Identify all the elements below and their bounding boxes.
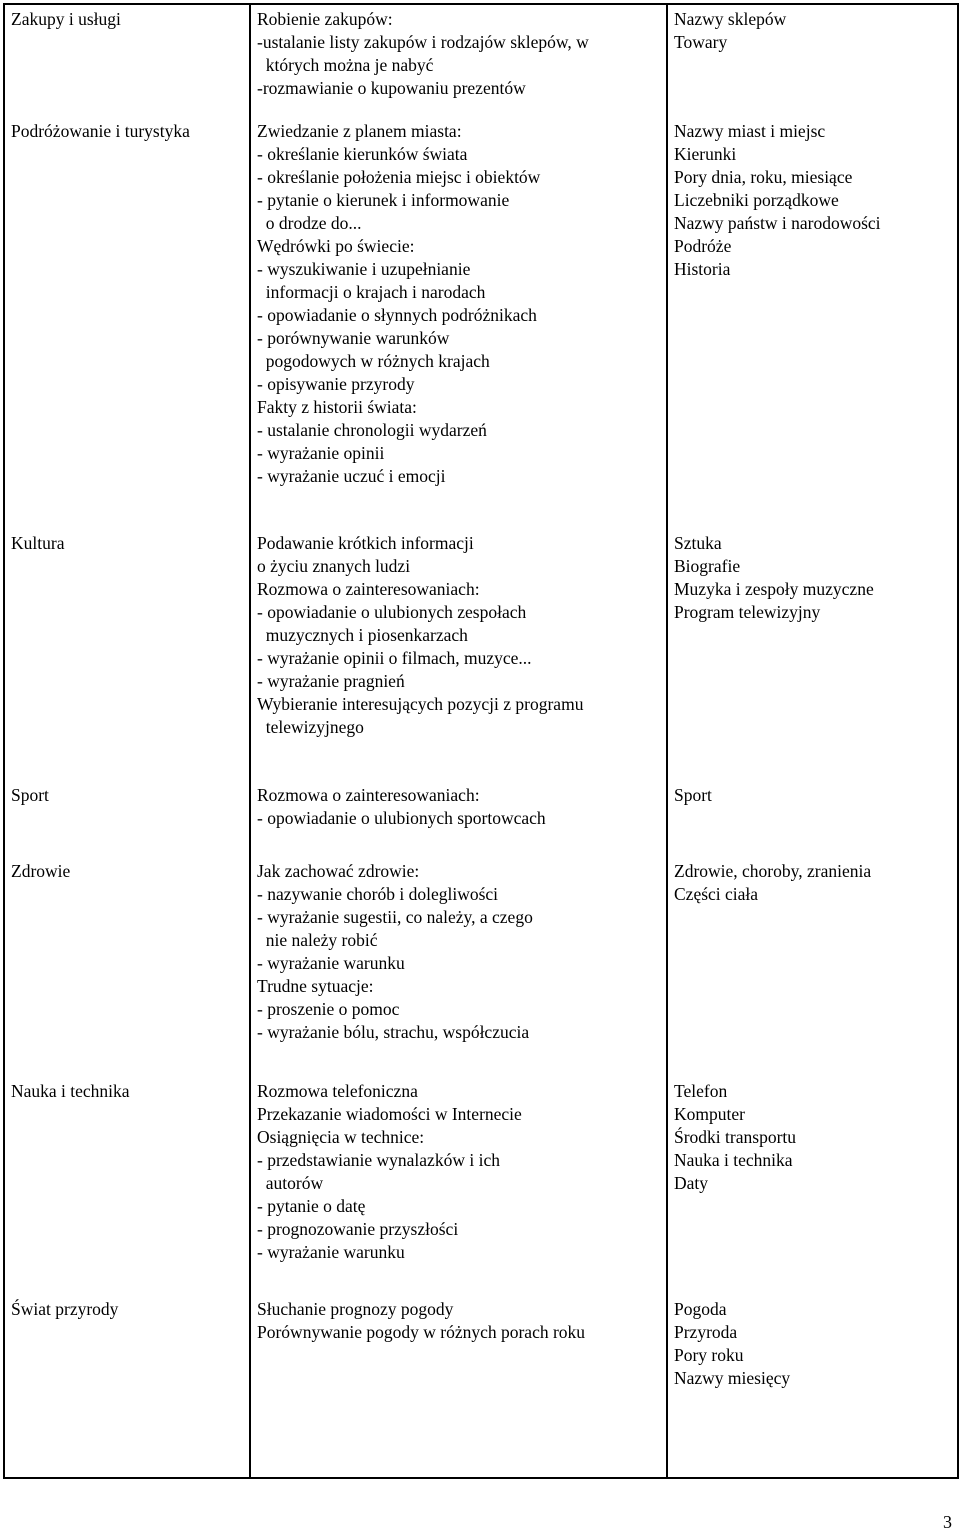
vocabulary-item: Nazwy miesięcy: [674, 1368, 791, 1388]
table-row: [4, 781, 958, 857]
function-line: - prognozowanie przyszłości: [257, 1219, 459, 1239]
topic-cell: [4, 857, 250, 1077]
topic-cell: [4, 529, 250, 781]
function-line: Jak zachować zdrowie:: [257, 861, 420, 881]
vocabulary-item: Nazwy państw i narodowości: [674, 213, 881, 233]
function-line: o drodze do...: [257, 213, 362, 233]
vocabulary-item: Historia: [674, 259, 731, 279]
function-line: Trudne sytuacje:: [257, 976, 374, 996]
topic-label: Świat przyrody: [11, 1299, 119, 1319]
function-line: Robienie zakupów:: [257, 9, 393, 29]
topic-label: Kultura: [11, 533, 65, 553]
function-line: - opisywanie przyrody: [257, 374, 415, 394]
function-line: - opowiadanie o ulubionych sportowcach: [257, 808, 546, 828]
vocabulary-item: Przyroda: [674, 1322, 738, 1342]
vocabulary-item: Liczebniki porządkowe: [674, 190, 839, 210]
topic-cell: [4, 781, 250, 857]
vocabulary-item: Towary: [674, 32, 728, 52]
table-row: [4, 1295, 958, 1478]
vocabulary-item: Kierunki: [674, 144, 737, 164]
function-line: - wyrażanie bólu, strachu, współczucia: [257, 1022, 530, 1042]
function-line: muzycznych i piosenkarzach: [257, 625, 468, 645]
vocabulary-item: Podróże: [674, 236, 732, 256]
vocabulary-item: Zdrowie, choroby, zranienia: [674, 861, 872, 881]
vocabulary-item: Daty: [674, 1173, 709, 1193]
function-line: - przedstawianie wynalazków i ich: [257, 1150, 500, 1170]
function-line: - wyrażanie opinii: [257, 443, 385, 463]
vocabulary-cell: [667, 529, 958, 781]
table-row: [4, 117, 958, 529]
function-line: Rozmowa o zainteresowaniach:: [257, 579, 480, 599]
topic-table: [3, 3, 959, 1479]
function-line: - wyszukiwanie i uzupełnianie: [257, 259, 471, 279]
function-line: pogodowych w różnych krajach: [257, 351, 490, 371]
functions-cell: [250, 1295, 667, 1478]
vocabulary-item: Biografie: [674, 556, 741, 576]
vocabulary-cell: [667, 1295, 958, 1478]
function-line: Podawanie krótkich informacji: [257, 533, 474, 553]
vocabulary-item: Sztuka: [674, 533, 722, 553]
topic-label: Sport: [11, 785, 49, 805]
vocabulary-cell: [667, 1077, 958, 1295]
functions-cell: [250, 1077, 667, 1295]
function-line: - ustalanie chronologii wydarzeń: [257, 420, 487, 440]
vocabulary-item: Pogoda: [674, 1299, 727, 1319]
topic-cell: [4, 4, 250, 117]
function-line: - określanie położenia miejsc i obiektów: [257, 167, 541, 187]
function-line: informacji o krajach i narodach: [257, 282, 486, 302]
function-line: - wyrażanie sugestii, co należy, a czego: [257, 907, 533, 927]
vocabulary-cell: [667, 4, 958, 117]
function-line: Wybieranie interesujących pozycji z programu: [257, 694, 584, 714]
function-line: - pytanie o kierunek i informowanie: [257, 190, 510, 210]
topic-label: Zakupy i usługi: [11, 9, 121, 29]
vocabulary-item: Pory roku: [674, 1345, 744, 1365]
function-line: - nazywanie chorób i dolegliwości: [257, 884, 499, 904]
functions-cell: [250, 117, 667, 529]
vocabulary-item: Części ciała: [674, 884, 759, 904]
table-row: [4, 857, 958, 1077]
functions-cell: [250, 781, 667, 857]
function-line: -rozmawianie o kupowaniu prezentów: [257, 78, 526, 98]
topic-label: Podróżowanie i turystyka: [11, 121, 190, 141]
vocabulary-item: Nazwy miast i miejsc: [674, 121, 826, 141]
function-line: Rozmowa o zainteresowaniach:: [257, 785, 480, 805]
table-body: [4, 4, 958, 1478]
function-line: - wyrażanie pragnień: [257, 671, 405, 691]
vocabulary-item: Program telewizyjny: [674, 602, 821, 622]
vocabulary-item: Nauka i technika: [674, 1150, 793, 1170]
functions-cell: [250, 4, 667, 117]
vocabulary-cell: [667, 857, 958, 1077]
function-line: których można je nabyć: [257, 55, 434, 75]
topic-cell: [4, 117, 250, 529]
topic-cell: [4, 1295, 250, 1478]
function-line: Słuchanie prognozy pogody: [257, 1299, 454, 1319]
function-line: o życiu znanych ludzi: [257, 556, 411, 576]
function-line: -ustalanie listy zakupów i rodzajów sklepów, w: [257, 32, 589, 52]
function-line: - określanie kierunków świata: [257, 144, 468, 164]
functions-cell: [250, 857, 667, 1077]
vocabulary-cell: [667, 781, 958, 857]
function-line: - porównywanie warunków: [257, 328, 450, 348]
vocabulary-item: Pory dnia, roku, miesiące: [674, 167, 853, 187]
function-line: - opowiadanie o słynnych podróżnikach: [257, 305, 537, 325]
function-line: Porównywanie pogody w różnych porach roku: [257, 1322, 586, 1342]
vocabulary-item: Środki transportu: [674, 1127, 797, 1147]
function-line: - wyrażanie uczuć i emocji: [257, 466, 446, 486]
function-line: - wyrażanie opinii o filmach, muzyce...: [257, 648, 532, 668]
vocabulary-item: Telefon: [674, 1081, 728, 1101]
function-line: Wędrówki po świecie:: [257, 236, 415, 256]
topic-label: Zdrowie: [11, 861, 71, 881]
function-line: - wyrażanie warunku: [257, 1242, 405, 1262]
function-line: Zwiedzanie z planem miasta:: [257, 121, 462, 141]
vocabulary-item: Komputer: [674, 1104, 745, 1124]
function-line: Fakty z historii świata:: [257, 397, 417, 417]
function-line: telewizyjnego: [257, 717, 364, 737]
function-line: Osiągnięcia w technice:: [257, 1127, 425, 1147]
function-line: autorów: [257, 1173, 324, 1193]
vocabulary-cell: [667, 117, 958, 529]
function-line: Przekazanie wiadomości w Internecie: [257, 1104, 522, 1124]
function-line: nie należy robić: [257, 930, 378, 950]
function-line: - proszenie o pomoc: [257, 999, 400, 1019]
function-line: - opowiadanie o ulubionych zespołach: [257, 602, 527, 622]
function-line: - pytanie o datę: [257, 1196, 366, 1216]
vocabulary-item: Sport: [674, 785, 712, 805]
functions-cell: [250, 529, 667, 781]
page-number: 3: [943, 1512, 952, 1532]
table-row: [4, 1077, 958, 1295]
table-row: [4, 4, 958, 117]
vocabulary-item: Nazwy sklepów: [674, 9, 787, 29]
function-line: Rozmowa telefoniczna: [257, 1081, 418, 1101]
function-line: - wyrażanie warunku: [257, 953, 405, 973]
topic-cell: [4, 1077, 250, 1295]
topic-label: Nauka i technika: [11, 1081, 130, 1101]
vocabulary-item: Muzyka i zespoły muzyczne: [674, 579, 874, 599]
table-row: [4, 529, 958, 781]
